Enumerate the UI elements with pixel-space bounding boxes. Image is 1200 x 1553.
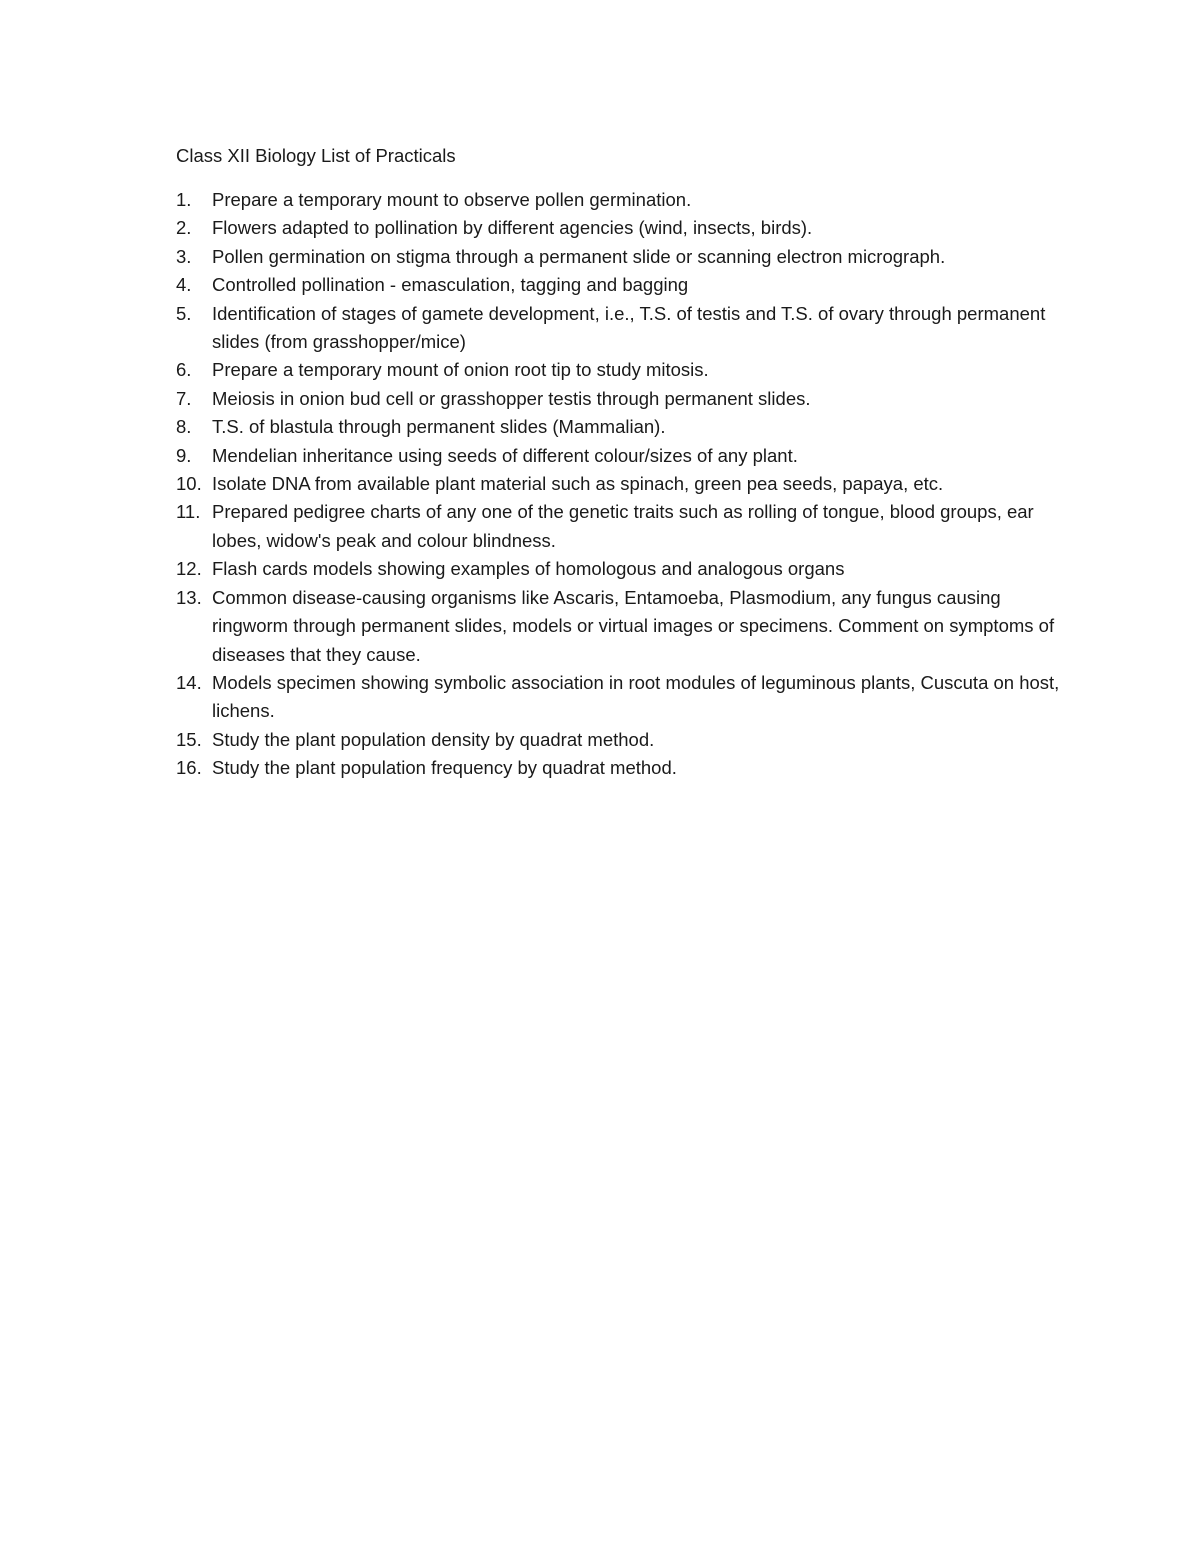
item-number: 12.	[176, 558, 202, 580]
item-text: Identification of stages of gamete development, i.e., T.S. of testis and T.S. of ovary through permanent slides (from grasshopper/mice)	[212, 302, 1046, 353]
list-item	[176, 385, 1076, 413]
item-number: 8.	[176, 416, 192, 438]
list-item	[176, 186, 1076, 214]
practicals-list	[176, 186, 1076, 783]
list-item	[176, 584, 1076, 669]
item-number: 7.	[176, 387, 192, 409]
item-text: Mendelian inheritance using seeds of different colour/sizes of any plant.	[212, 444, 798, 466]
list-item	[176, 669, 1076, 726]
item-text: Meiosis in onion bud cell or grasshopper testis through permanent slides.	[212, 387, 811, 409]
list-item	[176, 356, 1076, 384]
item-number: 1.	[176, 189, 192, 210]
item-text: Prepared pedigree charts of any one of the genetic traits such as rolling of tongue, blood groups, ear lobes, widow's peak and colour blindness.	[212, 501, 1034, 551]
item-number: 4.	[176, 274, 192, 296]
item-number: 15.	[176, 728, 202, 750]
item-text: Pollen germination on stigma through a permanent slide or scanning electron micrograph.	[212, 245, 946, 267]
item-text: Study the plant population frequency by quadrat method.	[212, 757, 677, 779]
item-number: 9.	[176, 444, 192, 466]
list-item	[176, 754, 1076, 782]
item-number: 11.	[176, 501, 201, 523]
item-text: Flowers adapted to pollination by different agencies (wind, insects, birds).	[212, 217, 813, 239]
item-number: 5.	[176, 302, 192, 324]
list-item	[176, 470, 1076, 498]
list-item	[176, 442, 1076, 470]
item-text: Controlled pollination - emasculation, tagging and bagging	[212, 274, 689, 296]
item-number: 14.	[176, 671, 202, 693]
item-text: Prepare a temporary mount to observe pollen germination.	[212, 189, 692, 210]
item-text: Models specimen showing symbolic association in root modules of leguminous plants, Cuscuta on host, lichens.	[212, 671, 1060, 722]
document-title: Class XII Biology List of Practicals	[176, 145, 456, 166]
item-text: T.S. of blastula through permanent slides (Mammalian).	[212, 416, 666, 438]
list-item	[176, 214, 1076, 242]
list-item	[176, 498, 1076, 555]
item-number: 2.	[176, 217, 192, 239]
list-item	[176, 413, 1076, 441]
item-number: 10.	[176, 473, 202, 495]
item-number: 16.	[176, 757, 202, 779]
list-item	[176, 243, 1076, 271]
item-text: Isolate DNA from available plant material such as spinach, green pea seeds, papaya, etc.	[212, 473, 944, 495]
list-item	[176, 300, 1076, 357]
item-text: Common disease-causing organisms like Ascaris, Entamoeba, Plasmodium, any fungus causing ringworm through permanent slides, models or virtual images or specimens. Comment on symptoms of diseases that they cause.	[212, 586, 1055, 665]
item-number: 6.	[176, 359, 192, 381]
item-number: 13.	[176, 586, 202, 608]
item-text: Study the plant population density by quadrat method.	[212, 728, 655, 750]
list-item	[176, 726, 1076, 754]
list-item	[176, 271, 1076, 299]
item-number: 3.	[176, 245, 192, 267]
item-text: Flash cards models showing examples of homologous and analogous organs	[212, 558, 845, 580]
item-text: Prepare a temporary mount of onion root tip to study mitosis.	[212, 359, 709, 381]
list-item	[176, 555, 1076, 583]
